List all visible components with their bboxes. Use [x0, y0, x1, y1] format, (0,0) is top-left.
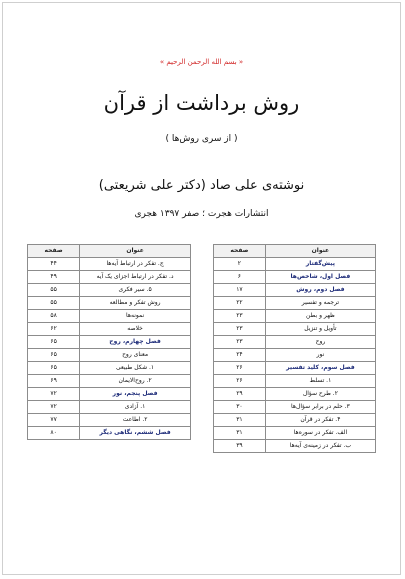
toc-row	[214, 375, 376, 388]
toc-row	[28, 271, 191, 284]
toc-entry-title: روش تفکر و مطالعه	[80, 297, 191, 310]
toc-entry-title: پیش‌گفتار	[265, 258, 375, 271]
toc-row	[214, 284, 376, 297]
toc-entry-title: روح	[265, 336, 375, 349]
toc-entry-page: ۳۹	[214, 440, 266, 453]
author-line: نوشته‌ی علی صاد (دکتر علی شریعتی)	[98, 178, 305, 193]
toc-row	[214, 414, 376, 427]
toc-row	[28, 427, 191, 440]
toc-table-right	[213, 244, 376, 453]
toc-entry-title: ۲. طرح سؤال	[265, 388, 375, 401]
toc-entry-page: ۶۵	[28, 336, 80, 349]
toc-entry-title: تأویل و تنزیل	[265, 323, 375, 336]
toc-row	[28, 401, 191, 414]
toc-entry-page: ۶۵	[28, 349, 80, 362]
toc-header-page: صفحه	[214, 245, 266, 258]
toc-entry-title: معنای روح	[80, 349, 191, 362]
toc-entry-page: ۲۳	[214, 323, 266, 336]
toc-entry-page: ۲۲	[214, 297, 266, 310]
toc-entry-title: ۳. حلم در برابر سؤال‌ها	[265, 401, 375, 414]
toc-table-left	[27, 244, 191, 440]
basmala: « بسم الله الرحمن الرحیم »	[159, 58, 244, 66]
toc-entry-title: فصل چهارم، روح	[80, 336, 191, 349]
toc-entry-page: ۲۳	[214, 310, 266, 323]
toc-entry-title: ۵. سیر فکری	[80, 284, 191, 297]
toc-row	[28, 414, 191, 427]
toc-entry-title: ج. تفکر در ارتباط آیه‌ها	[80, 258, 191, 271]
toc-entry-title: ۲. روح‌الایمان	[80, 375, 191, 388]
toc-row	[28, 297, 191, 310]
toc-entry-page: ۶	[214, 271, 266, 284]
toc-entry-page: ۶۵	[28, 362, 80, 375]
toc-entry-page: ۲۹	[214, 388, 266, 401]
toc-row	[214, 336, 376, 349]
toc-header-row	[214, 245, 376, 258]
toc-row	[214, 440, 376, 453]
toc-entry-page: ۱۷	[214, 284, 266, 297]
document-subtitle: ( از سری روش‌ها )	[165, 134, 238, 144]
toc-row	[214, 258, 376, 271]
toc-entry-page: ۵۵	[28, 284, 80, 297]
toc-row	[28, 388, 191, 401]
toc-entry-title: ۱. آزادی	[80, 401, 191, 414]
toc-entry-page: ۶۲	[28, 323, 80, 336]
toc-entry-page: ۲۶	[214, 362, 266, 375]
toc-entry-title: خلاصه	[80, 323, 191, 336]
toc-entry-title: الف. تفکر در سوره‌ها	[265, 427, 375, 440]
toc-header-row	[28, 245, 191, 258]
toc-entry-title: ۴. تفکر در قرآن	[265, 414, 375, 427]
toc-entry-page: ۳۱	[214, 427, 266, 440]
toc-entry-page: ۶۹	[28, 375, 80, 388]
publisher-line: انتشارات هجرت ؛ صفر ۱۳۹۷ هجری	[134, 209, 269, 219]
toc-row	[214, 310, 376, 323]
document-title: روش برداشت از قرآن	[103, 91, 300, 115]
toc-row	[28, 284, 191, 297]
toc-entry-page: ۵۵	[28, 297, 80, 310]
toc-header-page: صفحه	[28, 245, 80, 258]
toc-entry-title: ۱. تسلط	[265, 375, 375, 388]
toc-row	[214, 401, 376, 414]
toc-entry-title: فصل ششم، نگاهی دیگر	[80, 427, 191, 440]
toc-entry-title: ۱. شکل طبیعی	[80, 362, 191, 375]
toc-entry-page: ۲۳	[214, 336, 266, 349]
toc-entry-title: د. تفکر در ارتباط اجزای یک آیه	[80, 271, 191, 284]
toc-entry-page: ۴۹	[28, 271, 80, 284]
toc-entry-title: نور	[265, 349, 375, 362]
toc-entry-title: ترجمه و تفسیر	[265, 297, 375, 310]
toc-row	[214, 297, 376, 310]
toc-entry-title: ظهر و بطن	[265, 310, 375, 323]
toc-row	[214, 349, 376, 362]
toc-entry-page: ۵۸	[28, 310, 80, 323]
toc-header-title: عنوان	[80, 245, 191, 258]
toc-row	[214, 271, 376, 284]
toc-row	[28, 362, 191, 375]
toc-entry-page: ۲	[214, 258, 266, 271]
toc-row	[28, 375, 191, 388]
toc-row	[214, 323, 376, 336]
toc-entry-title: ۲. اطاعت	[80, 414, 191, 427]
toc-row	[28, 336, 191, 349]
toc-entry-page: ۲۶	[214, 375, 266, 388]
toc-row	[28, 258, 191, 271]
toc-header-title: عنوان	[265, 245, 375, 258]
toc-entry-page: ۷۷	[28, 414, 80, 427]
toc-entry-page: ۴۴	[28, 258, 80, 271]
toc-row	[28, 349, 191, 362]
toc-entry-title: فصل پنجم، نور	[80, 388, 191, 401]
toc-entry-page: ۳۰	[214, 401, 266, 414]
toc-entry-page: ۷۲	[28, 388, 80, 401]
toc-entry-title: ب. تفکر در زمینه‌ی آیه‌ها	[265, 440, 375, 453]
toc-entry-page: ۳۱	[214, 414, 266, 427]
toc-entry-title: فصل اول، شاخص‌ها	[265, 271, 375, 284]
toc-entry-title: فصل دوم، روش	[265, 284, 375, 297]
toc-entry-page: ۸۰	[28, 427, 80, 440]
toc-entry-title: فصل سوم، کلید تفسیر	[265, 362, 375, 375]
toc-entry-title: نمونه‌ها	[80, 310, 191, 323]
toc-row	[28, 310, 191, 323]
toc-row	[214, 362, 376, 375]
toc-row	[214, 427, 376, 440]
toc-entry-page: ۲۴	[214, 349, 266, 362]
toc-row	[28, 323, 191, 336]
toc-entry-page: ۷۲	[28, 401, 80, 414]
toc-row	[214, 388, 376, 401]
